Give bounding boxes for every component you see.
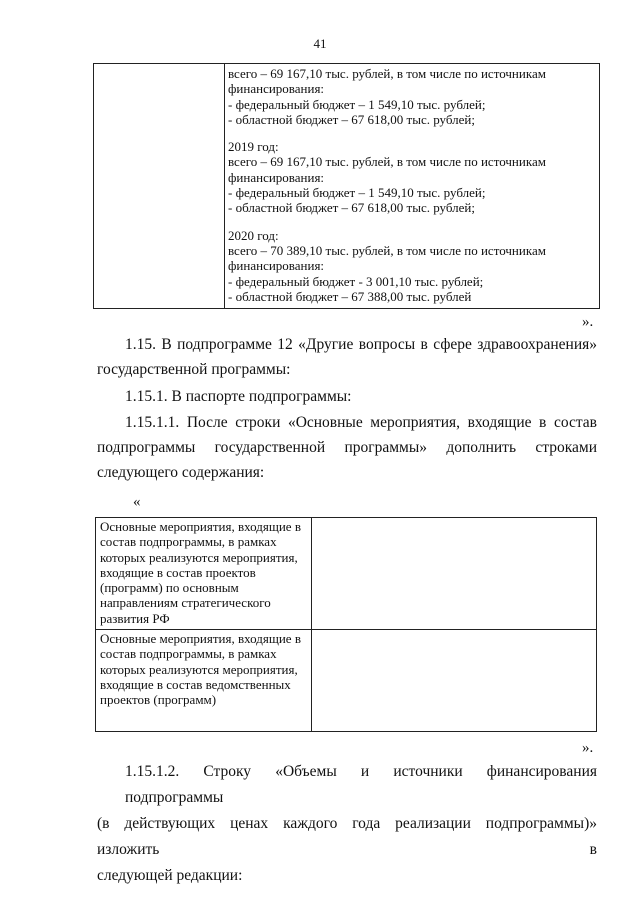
table-line: - федеральный бюджет – 1 549,10 тыс. рублей; <box>228 185 486 201</box>
paragraph-line: 1.15.1.1. После строки «Основные мероприятия, входящие в состав <box>125 414 597 431</box>
page-number: 41 <box>313 36 327 51</box>
subprogram-insert-table <box>95 517 597 732</box>
paragraph-line: 1.15.1.2. Строку «Объемы и источники финансирования подпрограммы <box>125 763 597 806</box>
closing-quote: ». <box>582 314 594 330</box>
closing-quote: ». <box>582 740 594 756</box>
table-spacer <box>228 127 595 139</box>
table-line: финансирования: <box>228 258 325 274</box>
financing-table <box>93 63 600 309</box>
table-label-cell <box>96 518 312 630</box>
opening-quote: « <box>133 494 141 510</box>
table-line: - федеральный бюджет - 3 001,10 тыс. рублей; <box>228 273 484 289</box>
table-line: всего – 70 389,10 тыс. рублей, в том числе по источникам <box>228 242 546 258</box>
paragraph-line: следующей редакции: <box>97 867 243 884</box>
paragraph-line: 1.15. В подпрограмме 12 «Другие вопросы в сфере здравоохранения» <box>125 336 597 353</box>
paragraph-line: подпрограммы государственной программы» дополнить строками <box>97 439 597 456</box>
table-value-cell <box>312 518 597 630</box>
paragraph-line: следующего содержания: <box>97 464 265 481</box>
paragraph-1-15 <box>97 332 597 382</box>
paragraph-line: 1.15.1. В паспорте подпрограммы: <box>125 388 352 405</box>
table-line: финансирования: <box>228 169 325 185</box>
financing-table-value-cell <box>225 64 600 309</box>
table-line: финансирования: <box>228 81 325 97</box>
table-label-cell <box>96 630 312 732</box>
table-line: - областной бюджет – 67 618,00 тыс. рублей; <box>228 200 475 216</box>
paragraph-line: (в действующих ценах каждого года реализации подпрограммы)» изложить в <box>97 815 597 858</box>
table-cell-text: Основные мероприятия, входящие в состав подпрограммы, в рамках которых реализуются мероприятия, входящие в состав проектов (программ) по основным направлениям стратегического развития РФ <box>100 519 301 626</box>
table-cell-text: Основные мероприятия, входящие в состав подпрограммы, в рамках которых реализуются мероприятия, входящие в состав ведомственных проектов (программ) <box>100 631 301 708</box>
paragraph-1-15-1 <box>125 384 585 409</box>
table-line: 2020 год: <box>228 227 279 243</box>
table-line: - федеральный бюджет – 1 549,10 тыс. рублей; <box>228 96 486 112</box>
table-value-cell <box>312 630 597 732</box>
table-line: всего – 69 167,10 тыс. рублей, в том числе по источникам <box>228 66 546 81</box>
table-line: - областной бюджет – 67 388,00 тыс. рублей <box>228 288 472 304</box>
table-row <box>96 518 597 630</box>
table-line: - областной бюджет – 67 618,00 тыс. рублей; <box>228 111 475 127</box>
paragraph-1-15-1-2 <box>97 759 597 889</box>
table-spacer <box>228 216 595 228</box>
paragraph-line: государственной программы: <box>97 361 291 378</box>
financing-table-label-cell <box>94 64 225 309</box>
table-line: всего – 69 167,10 тыс. рублей, в том числе по источникам <box>228 154 546 170</box>
table-row <box>96 630 597 732</box>
table-line: 2019 год: <box>228 139 279 155</box>
paragraph-1-15-1-1 <box>97 410 597 485</box>
